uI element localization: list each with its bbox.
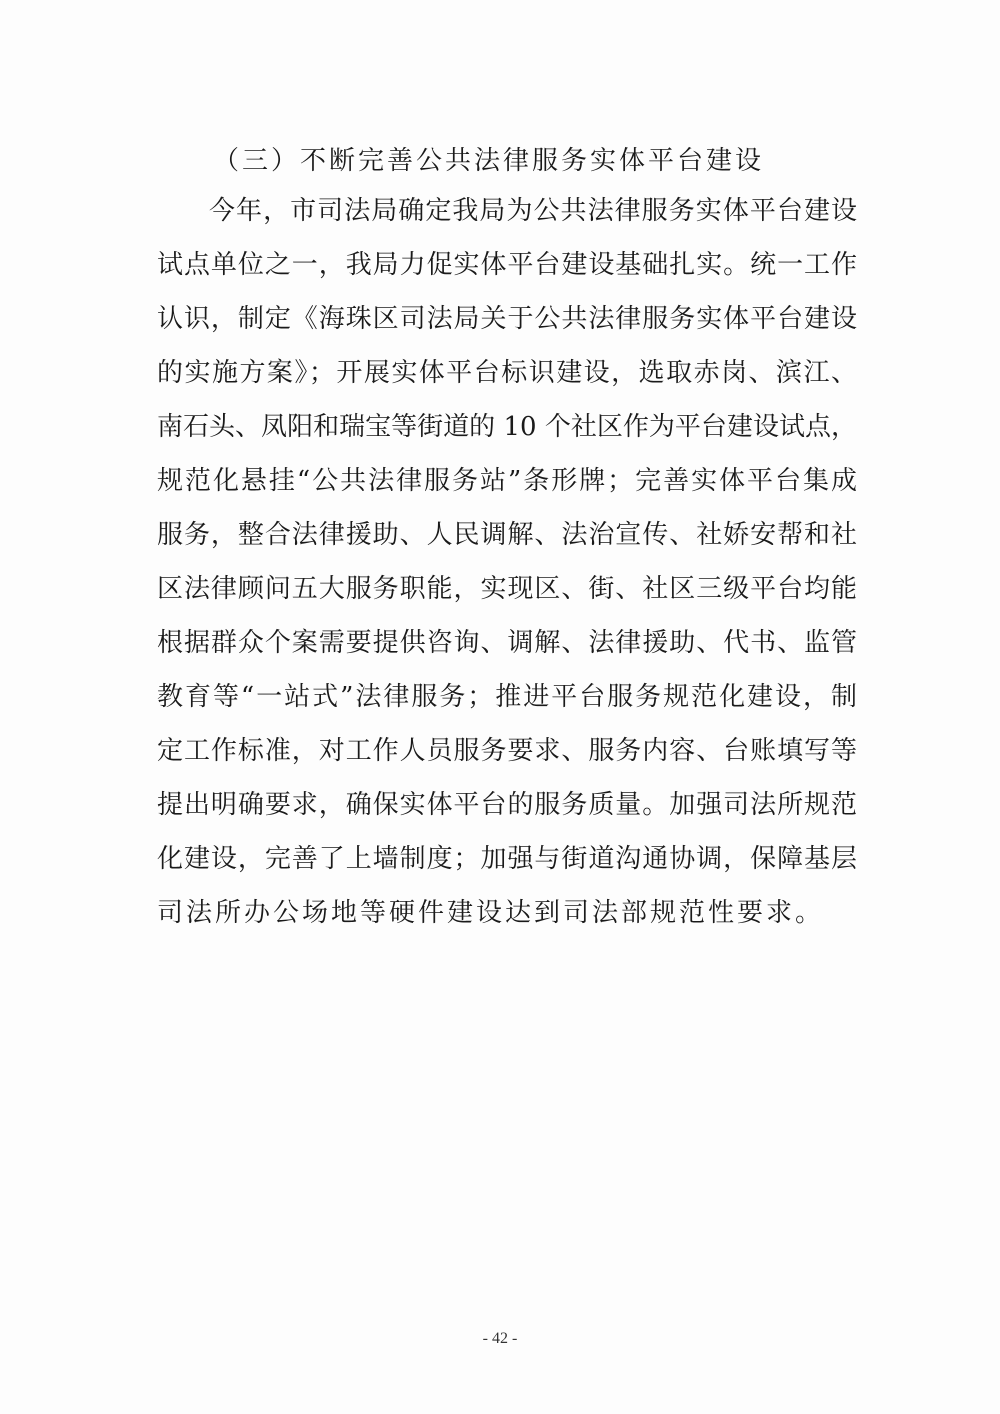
paragraph-line-10: 教育等“一站式”法律服务；推进平台服务规范化建设，制	[157, 682, 857, 712]
paragraph-line-4: 的实施方案》；开展实体平台标识建设，选取赤岗、滨江、	[157, 358, 857, 388]
page-number: - 42 -	[482, 1330, 518, 1347]
paragraph-line-1: 今年，市司法局确定我局为公共法律服务实体平台建设	[209, 196, 857, 226]
document-body	[157, 138, 857, 940]
paragraph-line-9: 根据群众个案需要提供咨询、调解、法律援助、代书、监管	[157, 628, 857, 658]
paragraph-line-3: 认识，制定《海珠区司法局关于公共法律服务实体平台建设	[157, 304, 857, 334]
section-heading: （三）不断完善公共法律服务实体平台建设	[213, 146, 765, 176]
paragraph-line-8: 区法律顾问五大服务职能，实现区、街、社区三级平台均能	[157, 574, 857, 604]
paragraph-line-14: 司法所办公场地等硬件建设达到司法部规范性要求。	[157, 898, 825, 928]
paragraph-line-13: 化建设，完善了上墙制度；加强与街道沟通协调，保障基层	[157, 844, 857, 874]
paragraph-line-5: 南石头、凤阳和瑞宝等街道的 10 个社区作为平台建设试点，	[157, 412, 857, 442]
paragraph-line-6: 规范化悬挂“公共法律服务站”条形牌；完善实体平台集成	[157, 466, 857, 496]
paragraph-line-12: 提出明确要求，确保实体平台的服务质量。加强司法所规范	[157, 790, 857, 820]
paragraph-line-11: 定工作标准，对工作人员服务要求、服务内容、台账填写等	[157, 736, 857, 766]
paragraph-line-7: 服务，整合法律援助、人民调解、法治宣传、社娇安帮和社	[157, 520, 857, 550]
paragraph-line-2: 试点单位之一，我局力促实体平台建设基础扎实。统一工作	[157, 250, 857, 280]
